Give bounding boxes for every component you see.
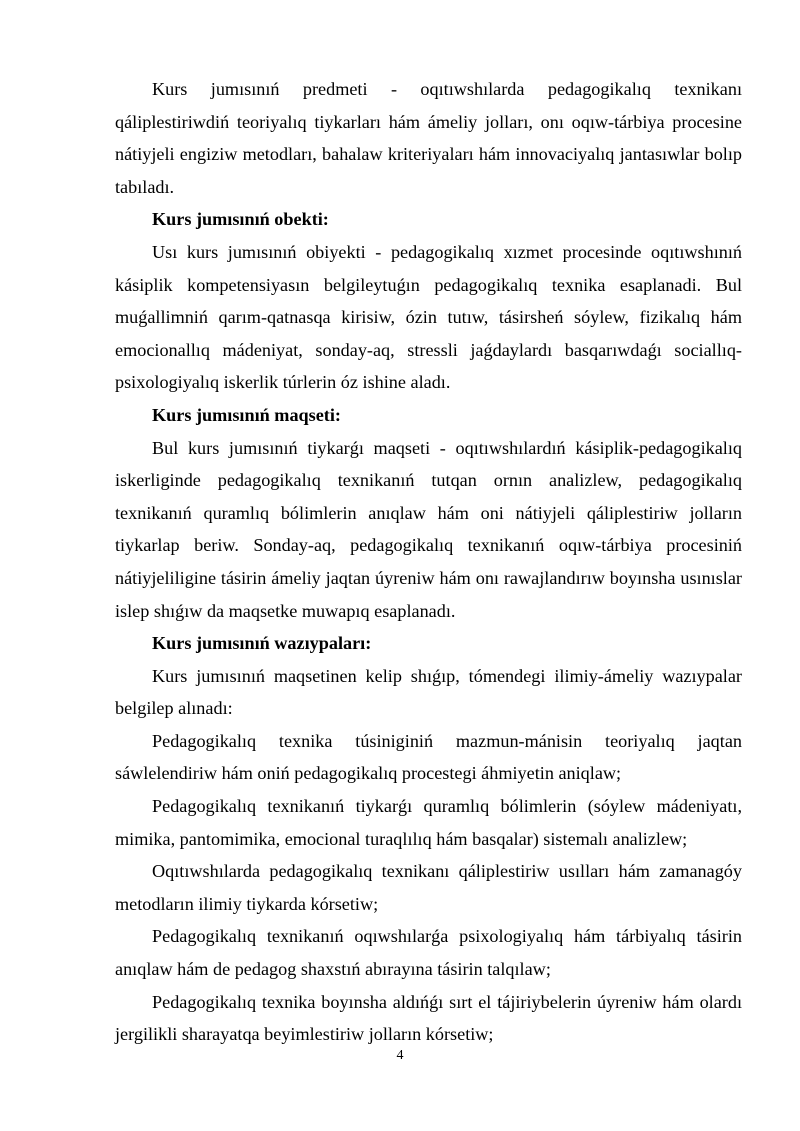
task-item: Pedagogikalıq texnikanıń tiykarǵı quramlıq bólimlerin (sóylew mádeniyatı, mimika, pantomimika, emocional turaqlılıq hám basqalar) sistemalı analizlew;: [115, 796, 742, 849]
heading-object: Kurs jumısınıń obekti:: [152, 209, 329, 230]
heading-tasks: Kurs jumısınıń wazıypaları:: [152, 633, 372, 654]
paragraph-goal: Bul kurs jumısınıń tiykarǵı maqseti - oqıtıwshılardıń kásiplik-pedagogikalıq iskerliginde pedagogikalıq texnikanıń tutqan ornın analizlew, pedagogikalıq texnikanıń quramlıq bólimlerin anıqlaw hám oni nátiyjeli qáliplestiriw jolların tiykarlap beriw. Sonday-aq, pedagogikalıq texnikanıń oqıw-tárbiya procesiniń nátiyjeliligine tásirin ámeliy jaqtan úyreniw hám onı rawajlandırıw boyınsha usınıslar islep shıǵıw da maqsetke muwapıq esaplanadı.: [115, 437, 742, 621]
task-item: Pedagogikalıq texnikanıń oqıwshılarǵa psixologiyalıq hám tárbiyalıq tásirin anıqlaw hám de pedagog shaxstıń abırayına tásirin talqılaw;: [115, 926, 742, 980]
page-number: 4: [396, 1048, 404, 1063]
task-item: Oqıtıwshılarda pedagogikalıq texnikanı qáliplestiriw usılları hám zamanagóy metodların ilimiy tiykarda kórsetiw;: [115, 861, 742, 914]
paragraph-tasks-intro: Kurs jumısınıń maqsetinen kelip shıǵıp, tómendegi ilimiy-ámeliy wazıypalar belgilep alınadı:: [115, 665, 742, 719]
paragraph-object: Usı kurs jumısınıń obiyekti - pedagogikalıq xızmet procesinde oqıtıwshınıń kásiplik kompetensiyasın belgileytuǵın pedagogikalıq texnika esaplanadi. Bul muǵallimniń qarım-qatnasqa kirisiw, ózin tutıw, tásirsheń sóylew, fizikalıq hám emocionallıq mádeniyat, sonday-aq, stressli jaǵdaylardı basqarıwdaǵı sociallıq-psixologiyalıq iskerlik túrlerin óz ishine aladı.: [115, 241, 742, 393]
paragraph-subject: Kurs jumısınıń predmeti - oqıtıwshılarda pedagogikalıq texnikanı qáliplestiriwdiń teoriyalıq tiykarları hám ámeliy jolları, onı oqıw-tárbiya procesine nátiyjeli engiziw metodları, bahalaw kriteriyaları hám innovaciyalıq jantasıwlar bolıp tabıladı.: [115, 79, 742, 197]
task-item: Pedagogikalıq texnika túsiniginiń mazmun-mánisin teoriyalıq jaqtan sáwlelendiriw hám oniń pedagogikalıq procestegi áhmiyetin aniqlaw;: [115, 730, 742, 784]
heading-goal: Kurs jumısınıń maqseti:: [152, 404, 341, 425]
document-body: [115, 73, 742, 1051]
task-item: Pedagogikalıq texnika boyınsha aldıńǵı sırt el tájiriybelerin úyreniw hám olardı jergilikli sharayatqa beyimlestiriw jolların kórsetiw;: [115, 991, 742, 1045]
